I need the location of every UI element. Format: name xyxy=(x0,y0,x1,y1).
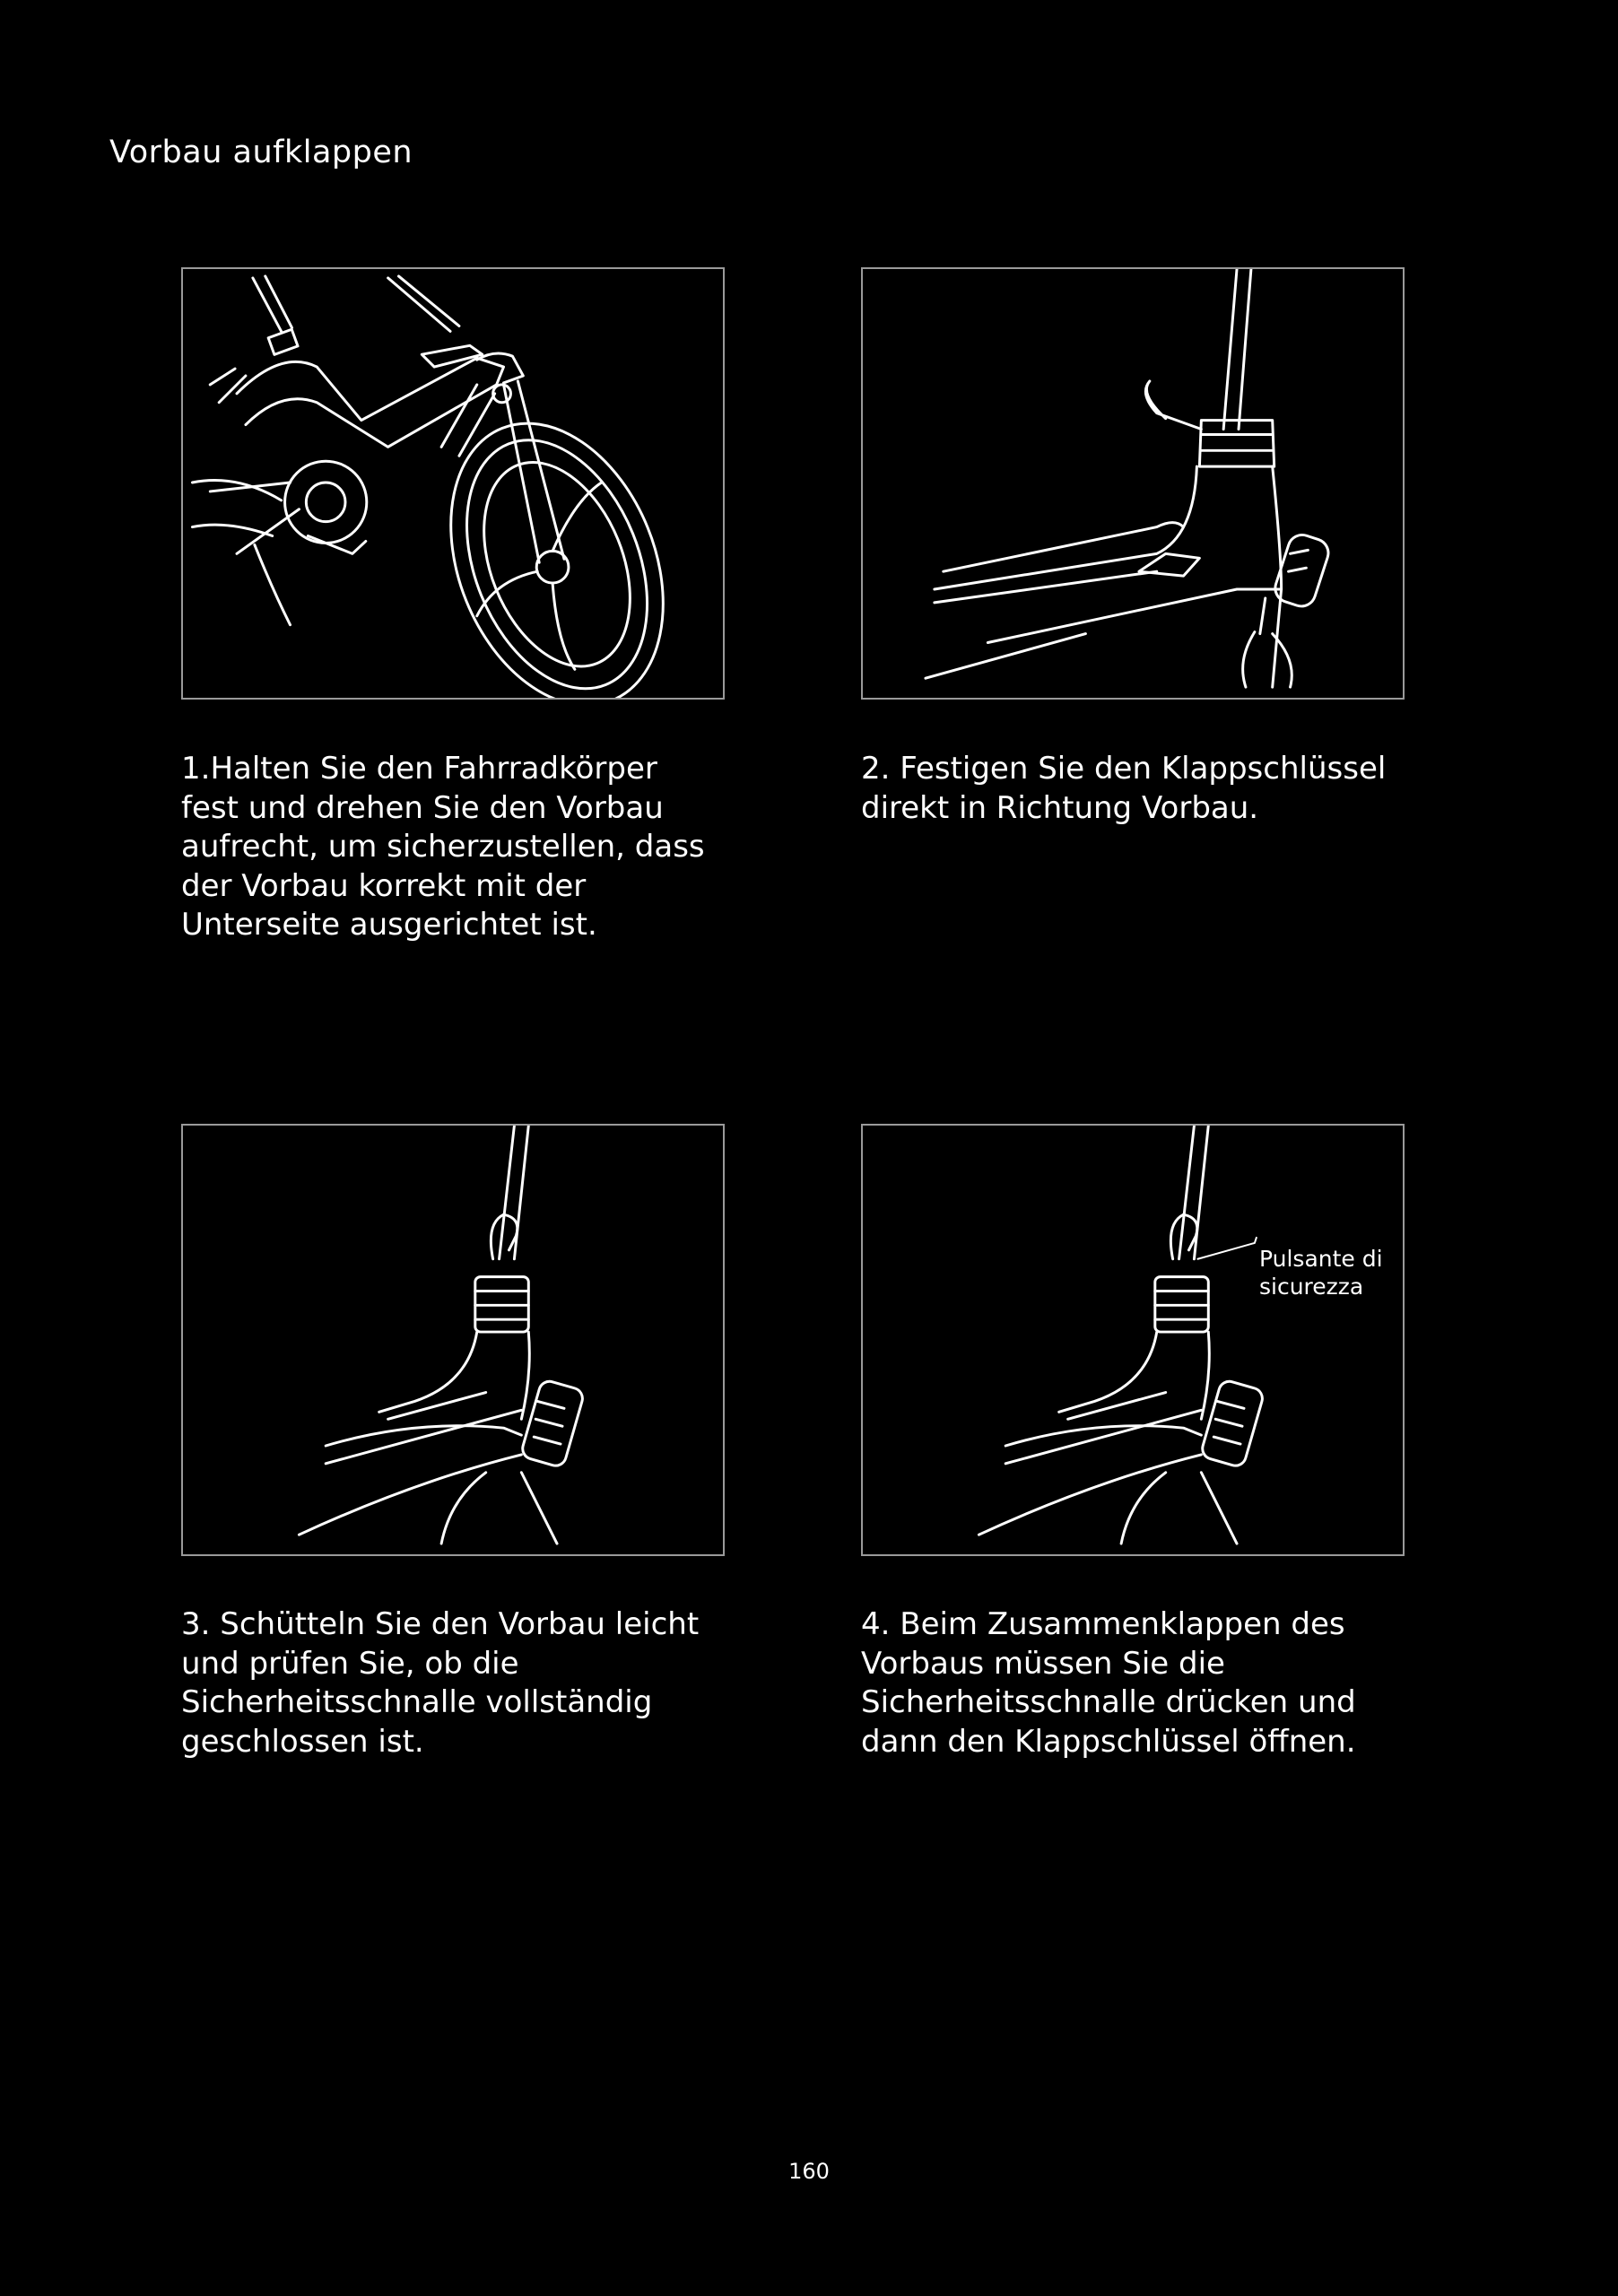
step-1-text: 1.Halten Sie den Fahrradkörper fest und drehen Sie den Vorbau aufrecht, um sicherzustellen, dass der Vorbau korrekt mit der Unterseite ausgerichtet ist. xyxy=(181,751,705,943)
illustration-step-1 xyxy=(181,267,725,700)
callout-line-1: Pulsante di xyxy=(1259,1246,1383,1272)
illustration-step-2 xyxy=(861,267,1405,700)
callout-line-2: sicurezza xyxy=(1259,1274,1364,1300)
stem-joint-drawing xyxy=(863,269,1403,698)
step-4-text: 4. Beim Zusammenklappen des Vorbaus müssen Sie die Sicherheitsschnalle drücken und dann den Klappschlüssel öffnen. xyxy=(861,1606,1356,1760)
step-3-text: 3. Schütteln Sie den Vorbau leicht und prüfen Sie, ob die Sicherheitsschnalle vollständig geschlossen ist. xyxy=(181,1606,700,1760)
closed-buckle-drawing xyxy=(183,1126,723,1554)
safety-button-callout xyxy=(1259,1245,1383,1300)
safety-button-drawing xyxy=(863,1126,1403,1554)
step-2-text: 2. Festigen Sie den Klappschlüssel direkt in Richtung Vorbau. xyxy=(861,751,1387,826)
illustration-step-3 xyxy=(181,1124,725,1556)
page-title: Vorbau aufklappen xyxy=(109,135,413,170)
page-number: 160 xyxy=(788,2159,830,2184)
illustration-step-4 xyxy=(861,1124,1405,1556)
bike-overview-drawing xyxy=(183,269,723,698)
